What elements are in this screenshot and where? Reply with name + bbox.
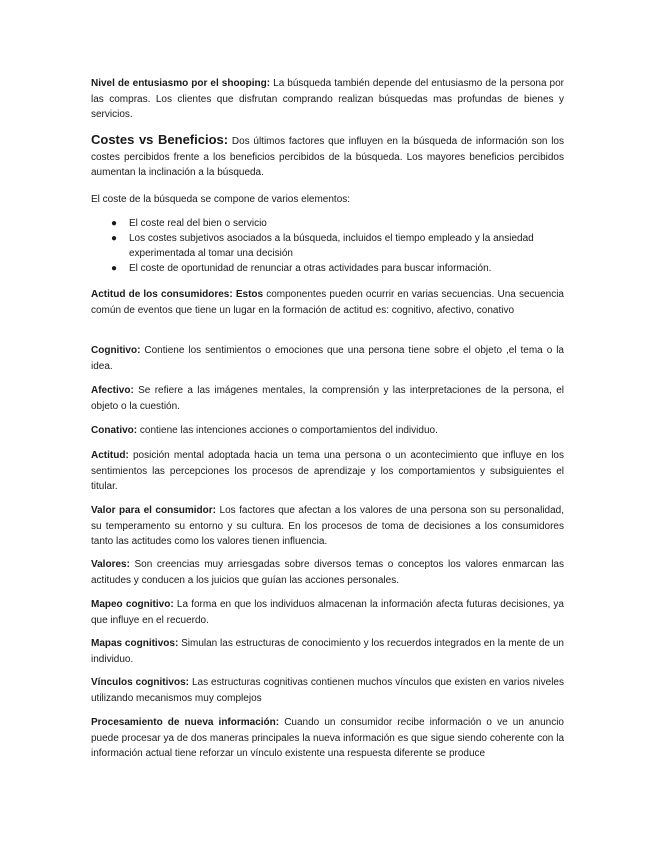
paragraph-entusiasmo: Nivel de entusiasmo por el shooping: La búsqueda también depende del entusiasmo de la persona por las compras. Los clientes que disfrutan comprando realizan búsquedas mas profundas de bienes y servicios. bbox=[91, 78, 564, 120]
cost-elements-list bbox=[91, 216, 564, 276]
list-item: ● Los costes subjetivos asociados a la búsqueda, incluidos el tiempo empleado y la ansiedad experimentada al tomar una decisión bbox=[111, 233, 534, 259]
bullet-icon: ● bbox=[111, 233, 118, 244]
paragraph-afectivo: Afectivo: Se refiere a las imágenes mentales, la comprensión y las interpretaciones de la persona, el objeto o la cuestión. bbox=[91, 385, 564, 412]
paragraph-cognitivo: Cognitivo: Contiene los sentimientos o emociones que una persona tiene sobre el objeto ,el tema o la idea. bbox=[91, 345, 564, 372]
paragraph-conativo: Conativo: contiene las intenciones acciones o comportamientos del individuo. bbox=[91, 425, 438, 436]
list-item: ● El coste de oportunidad de renunciar a otras actividades para buscar información. bbox=[111, 263, 492, 274]
paragraph-costes-beneficios: Costes vs Beneficios: Dos últimos factores que influyen en la búsqueda de información son los costes percibidos frente a los beneficios percibidos de la búsqueda. Los mayores beneficios percibidos aumentan la inclinación a la búsqueda. bbox=[91, 132, 564, 178]
paragraph-vinculos-cognitivos: Vínculos cognitivos: Las estructuras cognitivas contienen muchos vínculos que existen en varios niveles utilizando mecanismos muy complejos bbox=[91, 677, 564, 704]
paragraph-actitud: Actitud: posición mental adoptada hacia un tema una persona o un acontecimiento que influye en los sentimientos las percepciones los procesos de aprendizaje y los comportamientos y subsiguientes el titular. bbox=[91, 450, 564, 492]
bullet-icon: ● bbox=[111, 218, 118, 229]
paragraph-mapas-cognitivos: Mapas cognitivos: Simulan las estructuras de conocimiento y los recuerdos integrados en la mente de un individuo. bbox=[91, 638, 564, 665]
paragraph-valores: Valores: Son creencias muy arriesgadas sobre diversos temas o conceptos los valores enmarcan las actitudes y conducen a los juicios que guían las acciones personales. bbox=[91, 559, 564, 586]
list-item: ● El coste real del bien o servicio bbox=[111, 218, 267, 229]
bullet-icon: ● bbox=[111, 263, 118, 274]
paragraph-mapeo-cognitivo: Mapeo cognitivo: La forma en que los individuos almacenan la información afecta futuras decisiones, ya que influye en el recuerdo. bbox=[91, 599, 564, 626]
paragraph-coste-busqueda-intro: El coste de la búsqueda se compone de varios elementos: bbox=[91, 194, 351, 205]
paragraph-actitud-consumidores: Actitud de los consumidores: Estos componentes pueden ocurrir en varias secuencias. Una secuencia común de eventos que tiene un lugar en la formación de actitud es: cognitivo, afectivo, conativo bbox=[91, 289, 564, 316]
paragraph-valor-consumidor: Valor para el consumidor: Los factores que afectan a los valores de una persona son su personalidad, su temperamento su entorno y su cultura. En los procesos de toma de decisiones a los consumidores tanto las actitudes como los valores tienen influencia. bbox=[91, 505, 564, 547]
paragraph-procesamiento-nueva-informacion: Procesamiento de nueva información: Cuando un consumidor recibe información o ve un anuncio puede procesar ya de dos maneras principales la nueva información es que sigue siendo coherente con la información actual tiene reforzar un vínculo existente una respuesta diferente se produce bbox=[91, 717, 564, 759]
